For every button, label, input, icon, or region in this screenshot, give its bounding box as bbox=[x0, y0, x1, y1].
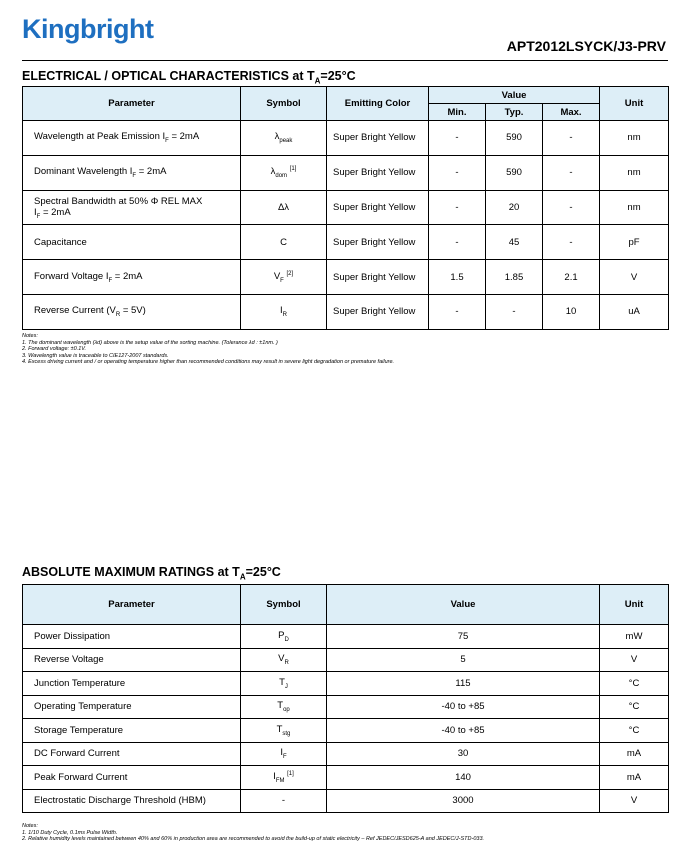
value-cell: 115 bbox=[327, 672, 600, 696]
symbol-base: T bbox=[279, 676, 285, 688]
absolute-title-tail: =25°C bbox=[245, 565, 281, 579]
electrical-notes bbox=[22, 333, 662, 366]
max-cell: 2.1 bbox=[543, 260, 600, 295]
symbol-cell bbox=[241, 225, 327, 260]
emitting-color-cell: Super Bright Yellow bbox=[327, 294, 429, 329]
header-parameter: Parameter bbox=[23, 87, 241, 121]
absolute-section-title bbox=[22, 565, 281, 582]
typ-cell: 590 bbox=[486, 121, 543, 156]
abs-header-parameter: Parameter bbox=[23, 585, 241, 625]
value-cell: 30 bbox=[327, 742, 600, 766]
table-row bbox=[23, 789, 669, 813]
emitting-color-cell: Super Bright Yellow bbox=[327, 225, 429, 260]
unit-cell: uA bbox=[600, 294, 669, 329]
parameter-text: Spectral Bandwidth at 50% Φ REL MAX bbox=[34, 195, 203, 207]
emitting-color-cell: Super Bright Yellow bbox=[327, 155, 429, 190]
symbol-base: Δλ bbox=[277, 201, 290, 213]
symbol-base: T bbox=[276, 723, 283, 735]
note-line: 3. Wavelength value is traceable to CIE127-2007 standards. bbox=[22, 352, 169, 359]
abs-header-unit: Unit bbox=[600, 585, 669, 625]
min-cell: - bbox=[429, 190, 486, 225]
note-line: 2. Relative humidity levels maintained between 40% and 60% in production area are recommended to avoid the build-up of static electricity – Ref JEDEC/JESD625-A and JEDEC/J-STD-033. bbox=[22, 836, 485, 843]
table-row bbox=[23, 190, 669, 225]
parameter-subscript: F bbox=[165, 138, 169, 145]
max-cell: - bbox=[543, 190, 600, 225]
symbol-cell bbox=[241, 648, 327, 672]
parameter-text: Forward Voltage I bbox=[34, 270, 109, 282]
parameter-cell: Storage Temperature bbox=[23, 719, 241, 743]
table-row bbox=[23, 719, 669, 743]
header-max: Max. bbox=[543, 104, 600, 121]
parameter-cell bbox=[23, 190, 241, 225]
unit-cell: nm bbox=[600, 155, 669, 190]
absolute-table bbox=[22, 584, 669, 813]
emitting-color-cell: Super Bright Yellow bbox=[327, 190, 429, 225]
parameter-tail: = 5V) bbox=[120, 305, 146, 317]
parameter-text: Dominant Wavelength I bbox=[34, 166, 133, 178]
table-row bbox=[23, 155, 669, 190]
brand-logo: Kingbright bbox=[22, 14, 154, 44]
symbol-base: P bbox=[278, 629, 285, 641]
electrical-table bbox=[22, 86, 669, 330]
header-symbol: Symbol bbox=[241, 87, 327, 121]
note-line: 1. The dominant wavelength (λd) above is the setup value of the sorting machine. (Tolerance λd : ±1nm. ) bbox=[22, 339, 278, 346]
header-min: Min. bbox=[429, 104, 486, 121]
table-row bbox=[23, 672, 669, 696]
typ-cell: - bbox=[486, 294, 543, 329]
parameter-tail: = 2mA bbox=[168, 131, 200, 143]
symbol-subscript: R bbox=[282, 312, 287, 319]
unit-cell: V bbox=[600, 260, 669, 295]
unit-cell: °C bbox=[600, 695, 669, 719]
symbol-base: I bbox=[273, 770, 276, 782]
unit-cell: mA bbox=[600, 766, 669, 790]
symbol-cell bbox=[241, 742, 327, 766]
parameter-cell bbox=[23, 121, 241, 156]
symbol-subscript: R bbox=[284, 660, 289, 667]
unit-cell: nm bbox=[600, 190, 669, 225]
parameter-subscript: R bbox=[115, 312, 121, 319]
table-row bbox=[23, 260, 669, 295]
symbol-base: V bbox=[273, 270, 281, 282]
symbol-cell bbox=[241, 294, 327, 329]
unit-cell: nm bbox=[600, 121, 669, 156]
note-line: Notes: bbox=[22, 333, 38, 339]
note-line: 2. Forward voltage: ±0.1V. bbox=[22, 346, 87, 353]
symbol-base: - bbox=[281, 795, 286, 807]
symbol-note-ref: [2] bbox=[286, 270, 294, 277]
parameter-text: Reverse Current (V bbox=[34, 305, 116, 317]
symbol-cell bbox=[241, 625, 327, 649]
symbol-cell bbox=[241, 190, 327, 225]
header-unit: Unit bbox=[600, 87, 669, 121]
parameter-cell bbox=[23, 225, 241, 260]
part-number: APT2012LSYCK/J3-PRV bbox=[506, 38, 666, 54]
symbol-cell bbox=[241, 766, 327, 790]
table-row bbox=[23, 695, 669, 719]
parameter-tail-line2: = 2mA bbox=[40, 206, 71, 218]
typ-cell: 1.85 bbox=[486, 260, 543, 295]
unit-cell: pF bbox=[600, 225, 669, 260]
unit-cell: V bbox=[600, 789, 669, 813]
absolute-notes bbox=[22, 823, 662, 843]
max-cell: 10 bbox=[543, 294, 600, 329]
value-cell: -40 to +85 bbox=[327, 695, 600, 719]
emitting-color-cell: Super Bright Yellow bbox=[327, 260, 429, 295]
symbol-subscript: peak bbox=[279, 138, 293, 145]
note-line: 1. 1/10 Duty Cycle, 0.1ms Pulse Width. bbox=[22, 829, 118, 836]
symbol-subscript: F bbox=[282, 754, 287, 761]
typ-cell: 20 bbox=[486, 190, 543, 225]
min-cell: - bbox=[429, 225, 486, 260]
symbol-note-ref: [1] bbox=[289, 166, 297, 173]
symbol-cell bbox=[241, 719, 327, 743]
parameter-text: Capacitance bbox=[34, 236, 87, 248]
symbol-subscript: FM bbox=[275, 777, 285, 784]
absolute-title-main: ABSOLUTE MAXIMUM RATINGS at T bbox=[22, 565, 240, 579]
electrical-section-title bbox=[22, 69, 356, 86]
table-row bbox=[23, 742, 669, 766]
parameter-cell: Electrostatic Discharge Threshold (HBM) bbox=[23, 789, 241, 813]
symbol-base: I bbox=[280, 747, 283, 759]
electrical-title-sub: A bbox=[314, 76, 321, 86]
min-cell: - bbox=[429, 155, 486, 190]
unit-cell: mA bbox=[600, 742, 669, 766]
header-value: Value bbox=[429, 87, 600, 104]
table-row bbox=[23, 625, 669, 649]
symbol-base: T bbox=[277, 700, 284, 712]
min-cell: - bbox=[429, 121, 486, 156]
note-line: Notes: bbox=[22, 823, 38, 829]
abs-header-symbol: Symbol bbox=[241, 585, 327, 625]
parameter-cell: Operating Temperature bbox=[23, 695, 241, 719]
symbol-base: I bbox=[280, 305, 283, 317]
emitting-color-cell: Super Bright Yellow bbox=[327, 121, 429, 156]
unit-cell: mW bbox=[600, 625, 669, 649]
header-divider bbox=[22, 60, 668, 61]
parameter-cell bbox=[23, 260, 241, 295]
parameter-cell: Power Dissipation bbox=[23, 625, 241, 649]
symbol-cell bbox=[241, 789, 327, 813]
parameter-subscript: F bbox=[108, 277, 113, 284]
max-cell: - bbox=[543, 155, 600, 190]
parameter-cell: Junction Temperature bbox=[23, 672, 241, 696]
max-cell: - bbox=[543, 225, 600, 260]
symbol-subscript: J bbox=[284, 683, 288, 690]
symbol-subscript: F bbox=[280, 277, 284, 284]
parameter-subscript: F bbox=[132, 173, 137, 180]
value-cell: 5 bbox=[327, 648, 600, 672]
parameter-cell: Reverse Voltage bbox=[23, 648, 241, 672]
parameter-cell bbox=[23, 155, 241, 190]
symbol-base: V bbox=[278, 653, 285, 665]
header-typ: Typ. bbox=[486, 104, 543, 121]
symbol-cell bbox=[241, 155, 327, 190]
parameter-cell bbox=[23, 294, 241, 329]
parameter-text: Wavelength at Peak Emission I bbox=[34, 131, 166, 143]
absolute-title-sub: A bbox=[239, 572, 246, 582]
symbol-subscript: stg bbox=[282, 730, 291, 737]
value-cell: 140 bbox=[327, 766, 600, 790]
max-cell: - bbox=[543, 121, 600, 156]
value-cell: 3000 bbox=[327, 789, 600, 813]
symbol-note-ref: [1] bbox=[287, 770, 294, 777]
table-row bbox=[23, 294, 669, 329]
min-cell: - bbox=[429, 294, 486, 329]
symbol-subscript: dom bbox=[275, 173, 288, 180]
typ-cell: 590 bbox=[486, 155, 543, 190]
table-row bbox=[23, 225, 669, 260]
electrical-title-main: ELECTRICAL / OPTICAL CHARACTERISTICS at T bbox=[22, 69, 315, 83]
symbol-cell bbox=[241, 695, 327, 719]
parameter-cell: Peak Forward Current bbox=[23, 766, 241, 790]
table-row bbox=[23, 766, 669, 790]
symbol-cell bbox=[241, 672, 327, 696]
electrical-title-tail: =25°C bbox=[320, 69, 356, 83]
table-row bbox=[23, 648, 669, 672]
note-line: 4. Excess driving current and / or operating temperature higher than recommended conditions may result in severe light degradation or premature failure. bbox=[22, 359, 395, 366]
symbol-cell bbox=[241, 121, 327, 156]
parameter-text-line2: I bbox=[34, 206, 37, 218]
symbol-subscript: op bbox=[283, 707, 290, 714]
symbol-cell bbox=[241, 260, 327, 295]
unit-cell: °C bbox=[600, 672, 669, 696]
parameter-tail: = 2mA bbox=[136, 166, 167, 178]
abs-header-value: Value bbox=[327, 585, 600, 625]
parameter-cell: DC Forward Current bbox=[23, 742, 241, 766]
unit-cell: V bbox=[600, 648, 669, 672]
min-cell: 1.5 bbox=[429, 260, 486, 295]
value-cell: 75 bbox=[327, 625, 600, 649]
value-cell: -40 to +85 bbox=[327, 719, 600, 743]
typ-cell: 45 bbox=[486, 225, 543, 260]
header-emitting-color: Emitting Color bbox=[327, 87, 429, 121]
table-row bbox=[23, 121, 669, 156]
parameter-tail: = 2mA bbox=[112, 270, 143, 282]
symbol-base: λ bbox=[270, 166, 276, 178]
parameter-subscript-line2: F bbox=[36, 213, 41, 220]
symbol-base: C bbox=[280, 236, 287, 248]
unit-cell: °C bbox=[600, 719, 669, 743]
symbol-base: λ bbox=[274, 131, 280, 143]
symbol-subscript: D bbox=[284, 636, 289, 643]
